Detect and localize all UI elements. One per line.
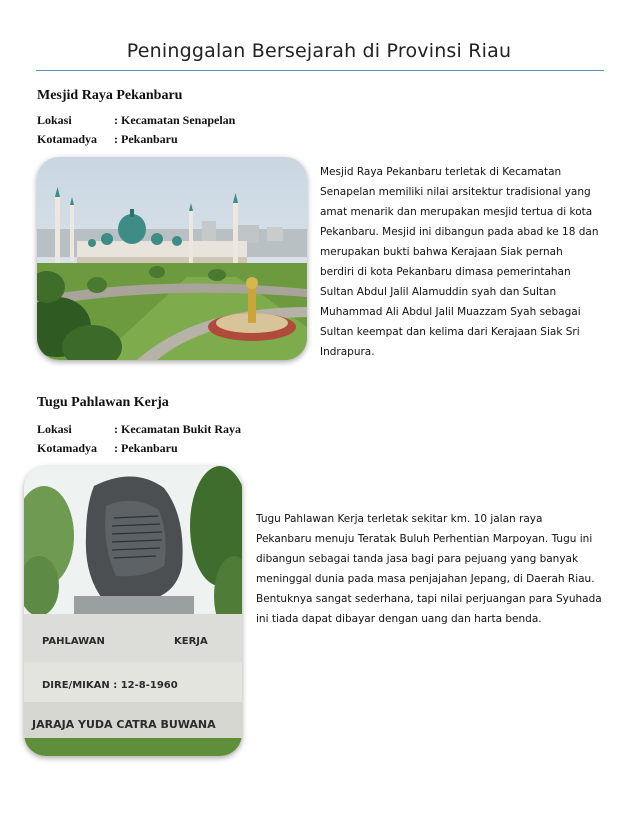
- meta-key: Kotamadya: [37, 132, 97, 146]
- description-line: Senapelan memiliki nilai arsitektur tradisional yang: [320, 186, 591, 198]
- description-line: Sultan keempat dan kelima dari Kerajaan Siak Sri: [320, 326, 580, 338]
- meta-value: : Kecamatan Bukit Raya: [114, 422, 241, 436]
- monument-inscription-pahlawan: PAHLAWAN: [42, 636, 105, 647]
- page-title: Peninggalan Bersejarah di Provinsi Riau: [126, 40, 512, 62]
- section-heading-tugu: Tugu Pahlawan Kerja: [37, 395, 169, 410]
- description-line: Indrapura.: [320, 346, 375, 358]
- meta-key: Kotamadya: [37, 441, 97, 455]
- description-line: merupakan bukti bahwa Kerajaan Siak pernah: [320, 246, 563, 258]
- description-line: Tugu Pahlawan Kerja terletak sekitar km. 10 jalan raya: [256, 513, 543, 525]
- mosque-photo: [37, 157, 307, 360]
- meta-value: : Kecamatan Senapelan: [114, 113, 236, 127]
- description-line: Bentuknya sangat sederhana, tapi nilai perjuangan para Syuhada: [256, 593, 602, 605]
- section-heading-mesjid: Mesjid Raya Pekanbaru: [37, 88, 183, 103]
- description-line: meninggal dunia pada masa penjajahan Jepang, di Daerah Riau.: [256, 573, 595, 585]
- description-line: dibangun sebagai tanda jasa bagi para pejuang yang banyak: [256, 553, 579, 565]
- monument-inscription-date: DIRE/MIKAN : 12-8-1960: [42, 680, 178, 691]
- description-line: berdiri di kota Pekanbaru dimasa pemerintahan: [320, 266, 571, 278]
- description-line: Pekanbaru menuju Teratak Buluh Perhentian Marpoyan. Tugu ini: [256, 533, 593, 545]
- meta-key: Lokasi: [37, 113, 72, 127]
- monument-photo: [24, 466, 242, 756]
- meta-value: : Pekanbaru: [114, 441, 178, 455]
- description-line: amat menarik dan merupakan mesjid tertua di kota: [320, 206, 593, 218]
- monument-description: [256, 509, 602, 629]
- meta-value: : Pekanbaru: [114, 132, 178, 146]
- meta-key: Lokasi: [37, 422, 72, 436]
- description-line: Sultan Abdul Jalil Alamuddin syah dan Sultan: [320, 286, 557, 298]
- monument-inscription-motto: JARAJA YUDA CATRA BUWANA: [32, 718, 216, 731]
- description-line: Pekanbaru. Mesjid ini dibangun pada abad ke 18 dan: [320, 226, 599, 238]
- title-divider: [36, 70, 604, 71]
- mosque-description: [320, 162, 598, 362]
- monument-inscription-kerja: KERJA: [174, 636, 208, 647]
- description-line: Muhammad Ali Abdul Jalil Muazzam Syah sebagai: [320, 306, 581, 318]
- description-line: Mesjid Raya Pekanbaru terletak di Kecamatan: [320, 166, 562, 178]
- description-line: ini tiada dapat dibayar dengan uang dan harta benda.: [256, 613, 542, 625]
